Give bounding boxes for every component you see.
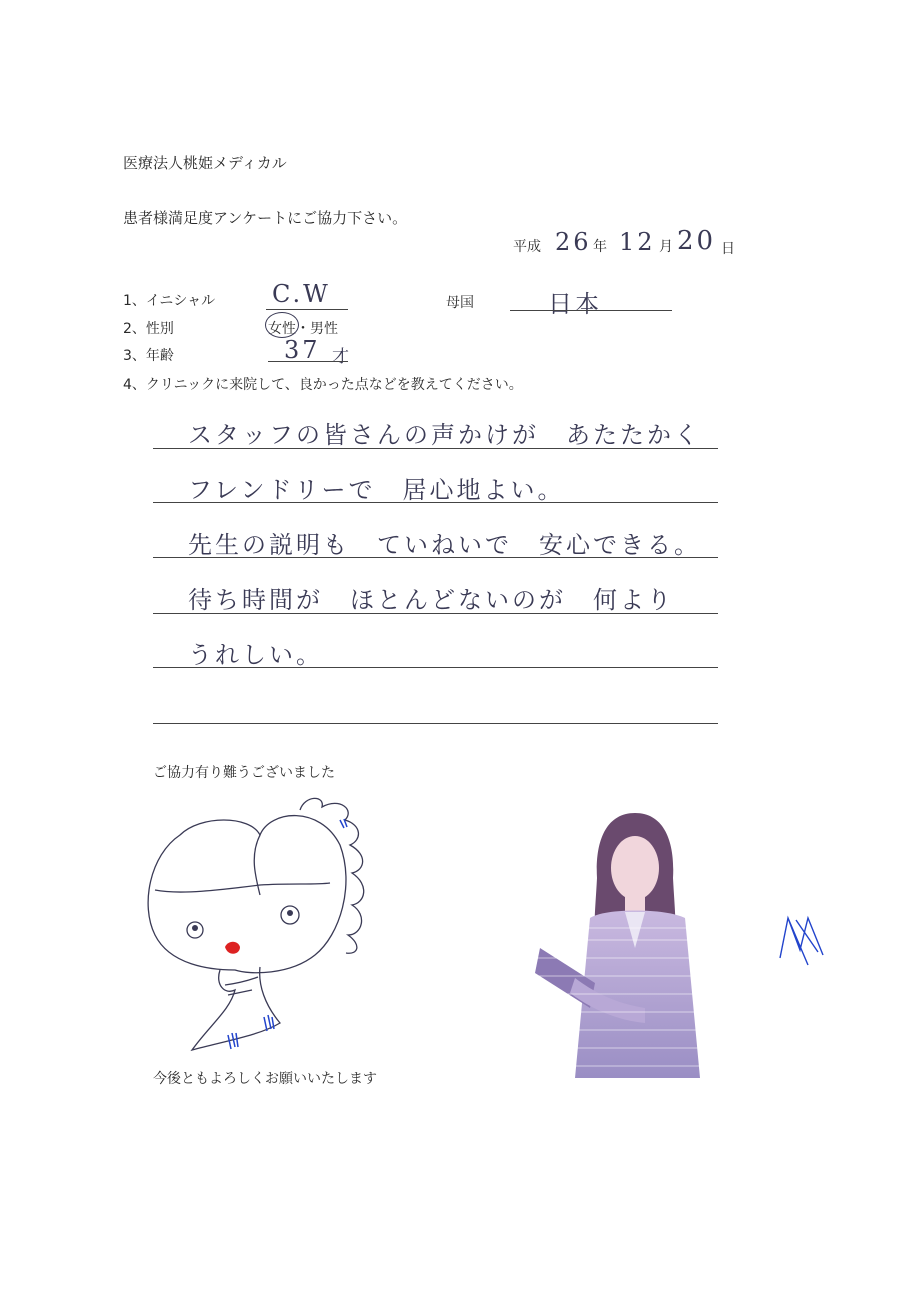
q2-label: 2、性別	[123, 321, 174, 337]
date-era: 平成	[513, 239, 541, 255]
q1-initials-value: C.W	[272, 280, 331, 308]
answer-line-text: うれしい。	[188, 641, 323, 669]
date-year-unit: 年	[593, 239, 607, 255]
form-title: 患者様満足度アンケートにご協力下さい。	[123, 209, 408, 227]
date-day: 20	[677, 226, 717, 256]
date-month: 12	[619, 228, 656, 256]
q4-label: 4、クリニックに来院して、良かった点などを教えてください。	[123, 377, 523, 393]
date-day-unit: 日	[721, 241, 735, 257]
child-drawing	[140, 795, 380, 1065]
answer-ruled-line	[153, 613, 718, 614]
q3-label: 3、年齢	[123, 348, 174, 364]
answer-ruled-line	[153, 667, 718, 668]
answer-ruled-line	[153, 723, 718, 724]
closing-text: 今後ともよろしくお願いいたします	[153, 1071, 377, 1087]
q3-age-value: 37	[284, 336, 321, 364]
home-country-label: 母国	[446, 295, 474, 311]
answer-line-text: 先生の説明も ていねいで 安心できる。	[188, 531, 701, 559]
home-country-underline	[510, 310, 672, 311]
clinic-name: 医療法人桃姫メディカル	[123, 154, 287, 172]
q1-underline	[266, 309, 348, 310]
answer-line-text: スタッフの皆さんの声かけが あたたかく	[188, 421, 701, 449]
q2-gender-options: 女性・男性	[268, 321, 338, 337]
q3-underline	[268, 361, 348, 362]
answer-ruled-line	[153, 448, 718, 449]
q3-age-unit: 才	[332, 347, 352, 367]
answer-line-text: フレンドリーで 居心地よい。	[188, 476, 565, 504]
home-country-value: 日本	[548, 290, 602, 318]
answer-ruled-line	[153, 557, 718, 558]
handwritten-signature	[778, 910, 828, 970]
answer-line-text: 待ち時間が ほとんどないのが 何より	[188, 586, 674, 614]
gender-selected-circle	[265, 312, 299, 338]
date-year: 26	[555, 228, 592, 256]
woman-photo	[535, 808, 735, 1083]
q1-label: 1、イニシャル	[123, 293, 216, 309]
answer-ruled-line	[153, 502, 718, 503]
date-month-unit: 月	[659, 239, 673, 255]
thanks-text: ご協力有り難うございました	[153, 765, 335, 781]
